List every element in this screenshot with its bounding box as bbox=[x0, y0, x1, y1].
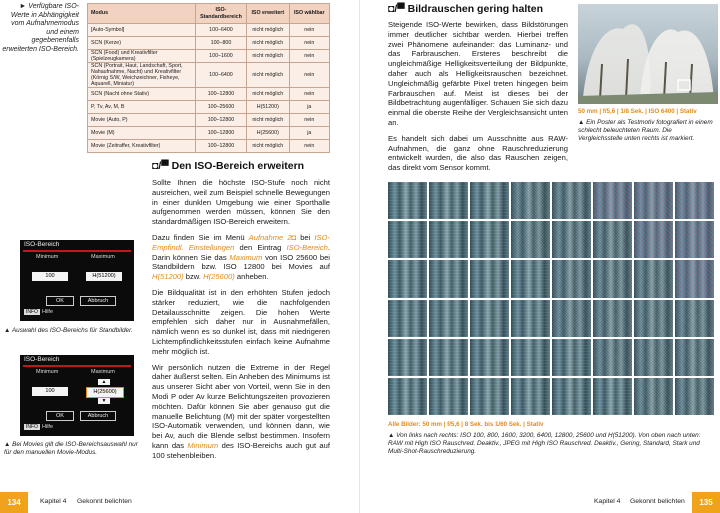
section-title-noise bbox=[388, 3, 543, 15]
menu-ref: ISO-Bereich bbox=[286, 242, 328, 252]
page-number-right: 135 bbox=[692, 492, 720, 513]
table-row bbox=[88, 114, 330, 127]
wrapped-trees-illustration bbox=[578, 4, 718, 104]
max-value-field[interactable]: H(25600) bbox=[86, 387, 124, 398]
grid-cell bbox=[470, 182, 509, 219]
table-row bbox=[88, 24, 330, 37]
section-title-text: Bildrauschen gering halten bbox=[407, 3, 543, 15]
cell-selectable: nein bbox=[289, 140, 329, 153]
help-label: Hilfe bbox=[42, 309, 54, 315]
caption-screen2 bbox=[4, 441, 144, 457]
chapter-title: Gekonnt belichten bbox=[630, 498, 685, 505]
cell-standard: 100–800 bbox=[195, 37, 246, 50]
grid-cell bbox=[552, 339, 591, 376]
text: Wir persönlich nutzen die Extreme in der Regel daher äußerst selten. Ein Anheben des Minimums ist aus unserer Sicht aber von Vorteil, wenn Sie in den Modi P oder Av kurze Belichtungszeiten provozieren möchten. Dafür können Sie aber genauso gut die manuelle Belichtung (M) mit der später vorgestellten ISO-Automatik verwenden, und können dann, wie bei Av, auch die Blende selbst bestimmen. Insofern kann das bbox=[152, 362, 330, 450]
grid-cell bbox=[470, 260, 509, 297]
caption-text: Auswahl des ISO-Bereichs für Standbilder. bbox=[11, 327, 133, 334]
test-poster-photo bbox=[578, 4, 718, 104]
grid-cell bbox=[511, 339, 550, 376]
cell-extended: H(51200) bbox=[247, 101, 289, 114]
cell-standard: 100–12800 bbox=[195, 127, 246, 140]
grid-cell bbox=[470, 339, 509, 376]
grid-cell bbox=[593, 339, 632, 376]
grid-cell bbox=[470, 221, 509, 258]
grid-cell bbox=[388, 221, 427, 258]
right-body bbox=[388, 20, 568, 179]
text: den Eintrag bbox=[234, 242, 287, 252]
menu-ref: ISO-Empfindl. Einstellungen bbox=[152, 232, 330, 252]
table-header-row bbox=[88, 4, 330, 24]
cell-mode: SCN (Kerze) bbox=[88, 37, 196, 50]
cell-mode: P, Tv, Av, M, B bbox=[88, 101, 196, 114]
grid-cell bbox=[634, 260, 673, 297]
min-label: Minimum bbox=[36, 254, 59, 260]
footer-left bbox=[0, 492, 360, 513]
cell-selectable: ja bbox=[289, 127, 329, 140]
noise-comparison-grid bbox=[388, 182, 714, 415]
triangle-up-icon: ▲ bbox=[4, 327, 11, 334]
table-row bbox=[88, 50, 330, 63]
grid-caption-block bbox=[388, 421, 714, 456]
min-value-field[interactable]: 100 bbox=[32, 387, 68, 396]
grid-cell bbox=[429, 339, 468, 376]
col-header-waehlbar: ISO wählbar bbox=[289, 4, 329, 24]
left-body bbox=[152, 178, 330, 467]
grid-cell bbox=[511, 221, 550, 258]
up-arrow-icon[interactable]: ▲ bbox=[98, 379, 110, 385]
triangle-up-icon: ▲ bbox=[4, 441, 11, 448]
grid-cell bbox=[511, 260, 550, 297]
chapter-label: Kapitel 4 bbox=[40, 498, 67, 505]
page-number-left: 134 bbox=[0, 492, 28, 513]
cell-mode: Movie (M) bbox=[88, 127, 196, 140]
grid-cell bbox=[593, 300, 632, 337]
grid-cell bbox=[388, 339, 427, 376]
ok-button[interactable]: OK bbox=[46, 411, 74, 421]
cell-standard: 100–12800 bbox=[195, 88, 246, 101]
help-label: Hilfe bbox=[42, 424, 54, 430]
cell-mode: SCN (Portrait, Haut, Landschaft, Sport, Nahaufnahme, Nacht) und Kreativfilter (Körnig S/W, Weichzeichner, Fisheye, Aquarell, Miniatur) bbox=[88, 63, 196, 88]
grid-cell bbox=[675, 378, 714, 415]
cell-standard: 100–12800 bbox=[195, 114, 246, 127]
paragraph-3: Die Bildqualität ist in den erhöhten Stufen jedoch stärker reduziert, wie die nachfolgenden Detailausschnitte zeigen. Die hohen Werte empfehlen sich daher nur in Ausnahmefällen, nämlich wenn es so dunkel ist, dass mit niedrigeren Lichtempfindlichkeitsstufen einfach keine Aufnahme mehr möglich ist. bbox=[152, 287, 330, 356]
ok-button[interactable]: OK bbox=[46, 296, 74, 306]
grid-cell bbox=[388, 182, 427, 219]
grid-cell bbox=[593, 221, 632, 258]
cell-standard: 100–1600 bbox=[195, 50, 246, 63]
grid-cell bbox=[388, 260, 427, 297]
chapter-title: Gekonnt belichten bbox=[77, 498, 132, 505]
min-label: Minimum bbox=[36, 369, 59, 375]
camera-icon: ◘ bbox=[291, 232, 297, 242]
grid-cell bbox=[593, 378, 632, 415]
grid-cell bbox=[634, 300, 673, 337]
section-title-iso-range bbox=[152, 160, 304, 172]
cell-extended: nicht möglich bbox=[247, 37, 289, 50]
grid-exif-info: Alle Bilder: 50 mm | f/5,6 | 8 Sek. bis 1/60 Sek. | Stativ bbox=[388, 421, 544, 428]
cell-standard: 100–12800 bbox=[195, 140, 246, 153]
side-note-text: Verfügbare ISO-Werte in Abhängigkeit vom Aufnahmemodus und einem gegebenenfalls erweiterten ISO-Bereich. bbox=[2, 3, 79, 53]
cell-mode: SCN (Nacht ohne Stativ) bbox=[88, 88, 196, 101]
side-note bbox=[2, 3, 79, 55]
grid-caption bbox=[388, 432, 714, 456]
photo-caption bbox=[578, 119, 718, 143]
text: Dazu finden Sie im Menü bbox=[152, 232, 249, 242]
grid-cell bbox=[429, 221, 468, 258]
table-row bbox=[88, 101, 330, 114]
caption-screen1 bbox=[4, 327, 144, 335]
cell-extended: nicht möglich bbox=[247, 140, 289, 153]
cell-mode: SCN (Food) und Kreativfilter (Spielzeugkamera) bbox=[88, 50, 196, 63]
menu-ref: Minimum bbox=[187, 440, 219, 450]
caption-text: Ein Poster als Testmotiv fotografiert in einem schlecht beleuchteten Raum. Die Vergleichsstelle unten rechts ist markiert. bbox=[578, 119, 713, 142]
text: von ISO 25600 bei Standbildern bzw. ISO 12800 bei Movies auf bbox=[152, 252, 330, 272]
cell-standard: 100–6400 bbox=[195, 24, 246, 37]
triangle-right-icon: ► bbox=[19, 3, 27, 10]
grid-cell bbox=[593, 260, 632, 297]
screen-title: ISO-Bereich bbox=[24, 356, 60, 363]
camera-movie-icon: ◘/▀ bbox=[388, 3, 405, 15]
chapter-label: Kapitel 4 bbox=[594, 498, 621, 505]
page-gutter bbox=[359, 0, 360, 513]
grid-cell bbox=[429, 378, 468, 415]
cell-extended: H(25600) bbox=[247, 127, 289, 140]
cell-extended: nicht möglich bbox=[247, 63, 289, 88]
paragraph-4 bbox=[152, 363, 330, 461]
grid-cell bbox=[675, 260, 714, 297]
text: des ISO-Bereichs auch gut auf 100 stehenbleiben. bbox=[152, 440, 330, 460]
cancel-button[interactable]: Abbruch bbox=[80, 296, 116, 306]
iso-table bbox=[87, 3, 330, 153]
table-row bbox=[88, 63, 330, 88]
cell-mode: Movie (Auto, P) bbox=[88, 114, 196, 127]
cell-standard: 100–25600 bbox=[195, 101, 246, 114]
triangle-up-icon: ▲ bbox=[388, 432, 395, 439]
info-key-icon[interactable]: INFO bbox=[26, 309, 38, 315]
grid-cell bbox=[429, 300, 468, 337]
grid-cell bbox=[429, 182, 468, 219]
table-row bbox=[88, 88, 330, 101]
max-value-field[interactable]: H(51200) bbox=[86, 272, 122, 281]
photo-caption-block bbox=[578, 108, 718, 143]
cell-extended: nicht möglich bbox=[247, 114, 289, 127]
cell-selectable: nein bbox=[289, 37, 329, 50]
text: . Darin können Sie das bbox=[152, 242, 330, 262]
cell-selectable: nein bbox=[289, 50, 329, 63]
grid-cell bbox=[552, 182, 591, 219]
photo-exif-info: 50 mm | f/5,6 | 1/8 Sek. | ISO 6400 | Stativ bbox=[578, 108, 697, 115]
cell-selectable: nein bbox=[289, 63, 329, 88]
cell-extended: nicht möglich bbox=[247, 50, 289, 63]
col-header-modus: Modus bbox=[88, 4, 196, 24]
cell-standard: 100–6400 bbox=[195, 63, 246, 88]
max-label: Maximum bbox=[91, 369, 115, 375]
title-divider bbox=[23, 365, 131, 367]
text: bei bbox=[296, 232, 315, 242]
col-header-standard: ISO-Standardbereich bbox=[195, 4, 246, 24]
camera-screen-iso-range-photo bbox=[20, 240, 134, 321]
info-key-icon[interactable]: INFO bbox=[26, 424, 38, 430]
footer-right bbox=[360, 492, 720, 513]
text: anheben. bbox=[234, 272, 269, 282]
paragraph-2: Es handelt sich dabei um Ausschnitte aus RAW-Aufnahmen, die ganz ohne Rauschreduzierung entwickelt wurden, die also das Rauschen zeigen, das direkt vom Sensor kommt. bbox=[388, 133, 568, 173]
grid-cell bbox=[388, 378, 427, 415]
grid-cell bbox=[470, 378, 509, 415]
grid-cell bbox=[511, 378, 550, 415]
grid-cell bbox=[552, 260, 591, 297]
menu-ref: H(25600) bbox=[203, 272, 235, 282]
camera-screen-iso-range-movie bbox=[20, 355, 134, 436]
cell-selectable: nein bbox=[289, 24, 329, 37]
grid-cell bbox=[552, 378, 591, 415]
min-value-field[interactable]: 100 bbox=[32, 272, 68, 281]
grid-cell bbox=[593, 182, 632, 219]
grid-cell bbox=[675, 339, 714, 376]
screen-title: ISO-Bereich bbox=[24, 241, 60, 248]
section-title-text: Den ISO-Bereich erweitern bbox=[171, 160, 305, 172]
menu-ref: Maximum bbox=[229, 252, 263, 262]
col-header-erweitert: ISO erweitert bbox=[247, 4, 289, 24]
menu-ref: H(51200) bbox=[152, 272, 184, 282]
grid-cell bbox=[552, 221, 591, 258]
grid-cell bbox=[634, 339, 673, 376]
table-row bbox=[88, 37, 330, 50]
down-arrow-icon[interactable]: ▼ bbox=[98, 398, 110, 404]
cell-selectable: nein bbox=[289, 114, 329, 127]
grid-cell bbox=[511, 300, 550, 337]
camera-movie-icon: ◘/▀ bbox=[152, 160, 169, 172]
triangle-up-icon: ▲ bbox=[578, 119, 585, 126]
cell-mode: [Auto-Symbol] bbox=[88, 24, 196, 37]
grid-cell bbox=[675, 300, 714, 337]
grid-cell bbox=[634, 182, 673, 219]
text: bzw. bbox=[183, 272, 204, 282]
caption-text: Von links nach rechts: ISO 100, 800, 1600, 3200, 6400, 12800, 25600 und H(51200). Von oben nach unten: RAW mit High ISO Rauschred. Deaktiv., JPEG mit High ISO Rauschred. Deaktiv., Gering, Standard, Stark und Multi-Shot-Rauschreduzierung. bbox=[388, 432, 701, 455]
grid-cell bbox=[675, 182, 714, 219]
grid-cell bbox=[634, 221, 673, 258]
paragraph-1: Steigende ISO-Werte bewirken, dass Bildstörungen immer deutlicher sichtbar werden. Hierbei treffen zwei Phänomene aufeinander: das Luminanz- und das Farbrauschen. Ersteres beschreibt die ungleichmäßige Helligkeitsverteilung der Bildpunkte, daher auch als Helligkeitsrauschen bezeichnet. Ungleichmäßig gefärbte Pixel treten hingegen beim Farbrauschen auf. Meist ist dieses bei der Bildbetrachtung augenfälliger. Schauen Sie sich dazu einmal die oberste Reihe der Vergleichsansicht unten an. bbox=[388, 20, 568, 127]
table-row bbox=[88, 127, 330, 140]
max-label: Maximum bbox=[91, 254, 115, 260]
cancel-button[interactable]: Abbruch bbox=[80, 411, 116, 421]
cell-extended: nicht möglich bbox=[247, 88, 289, 101]
grid-cell bbox=[675, 221, 714, 258]
title-divider bbox=[23, 250, 131, 252]
grid-cell bbox=[470, 300, 509, 337]
menu-ref: Aufnahme 2 bbox=[248, 232, 292, 242]
caption-text: Bei Movies gilt die ISO-Bereichsauswahl nur für den manuellen Movie-Modus. bbox=[4, 441, 138, 456]
cell-mode: Movie (Zeitraffer, Kreativfilter) bbox=[88, 140, 196, 153]
grid-cell bbox=[429, 260, 468, 297]
cell-selectable: nein bbox=[289, 88, 329, 101]
cell-extended: nicht möglich bbox=[247, 24, 289, 37]
grid-cell bbox=[511, 182, 550, 219]
grid-cell bbox=[388, 300, 427, 337]
table-row bbox=[88, 140, 330, 153]
paragraph-2 bbox=[152, 233, 330, 282]
cell-selectable: ja bbox=[289, 101, 329, 114]
paragraph-1: Sollte Ihnen die höchste ISO-Stufe noch nicht ausreichen, weil zum Beispiel schnelle Bewegungen in einer dunklen Umgebung wie einer Sporthalle aufgenommen werden müssen, können Sie den standardmäßigen ISO-Bereich erweitern. bbox=[152, 178, 330, 227]
grid-cell bbox=[634, 378, 673, 415]
grid-cell bbox=[552, 300, 591, 337]
